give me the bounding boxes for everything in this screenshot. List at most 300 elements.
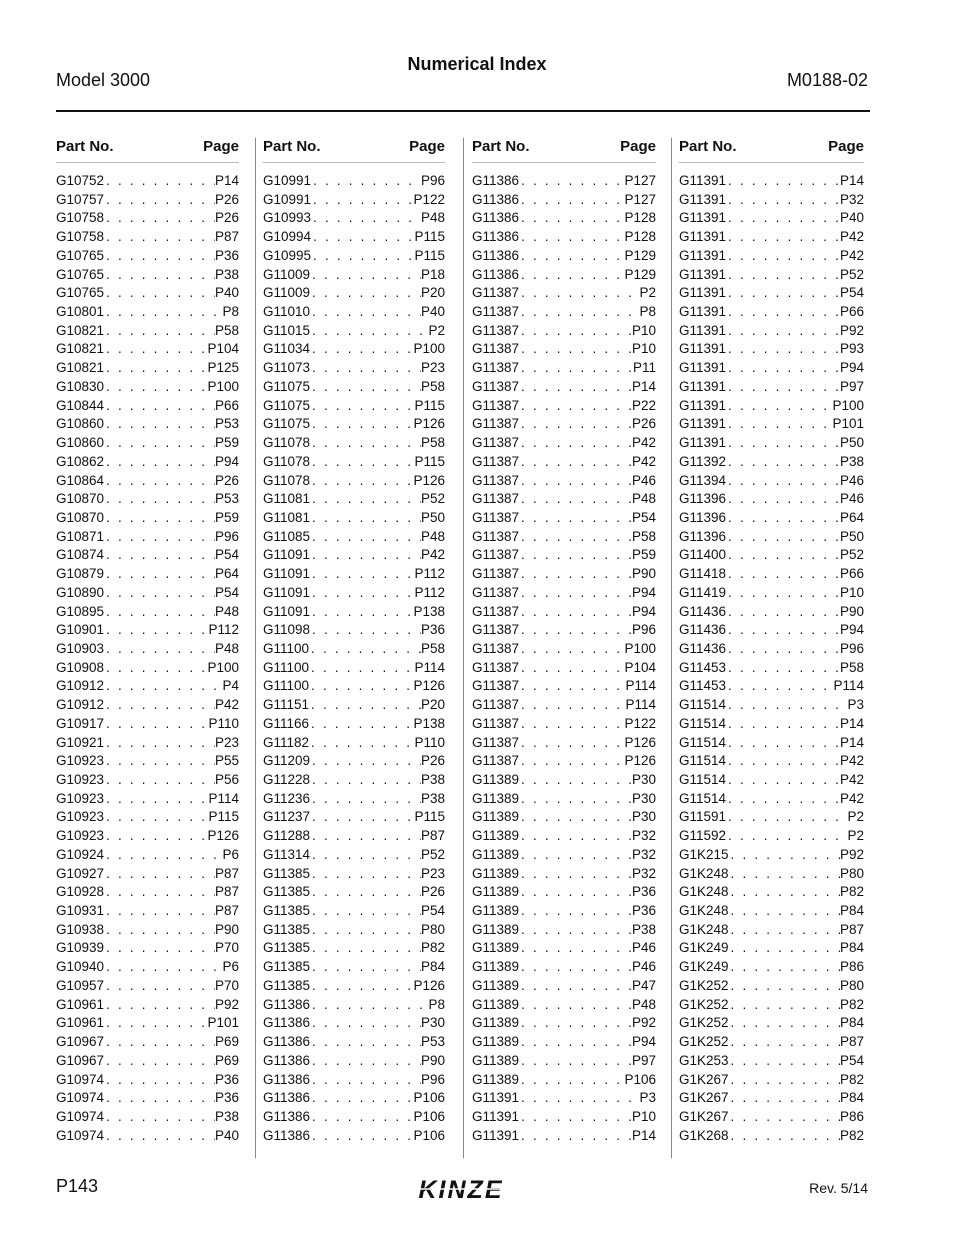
part-number: G11514 bbox=[679, 697, 727, 713]
index-entry bbox=[263, 1127, 445, 1146]
page-reference: P42 bbox=[631, 453, 656, 469]
part-number: G11387 bbox=[472, 472, 520, 488]
index-entry bbox=[679, 696, 864, 715]
dot-leader bbox=[310, 865, 421, 884]
index-entry bbox=[56, 659, 239, 678]
index-entry bbox=[56, 584, 239, 603]
part-number: G11418 bbox=[679, 566, 727, 582]
dot-leader bbox=[726, 546, 840, 565]
part-number: G11387 bbox=[472, 397, 520, 413]
dot-leader bbox=[104, 1089, 215, 1108]
page-reference: P92 bbox=[631, 1015, 656, 1031]
index-entry bbox=[679, 284, 864, 303]
page-reference: P94 bbox=[631, 1034, 656, 1050]
index-entry bbox=[56, 1089, 239, 1108]
page-reference: P128 bbox=[624, 229, 656, 245]
index-entry bbox=[56, 1052, 239, 1071]
part-number: G10821 bbox=[56, 322, 105, 338]
index-entry bbox=[263, 1052, 445, 1071]
dot-leader bbox=[519, 378, 632, 397]
dot-leader bbox=[726, 659, 840, 678]
index-entry bbox=[263, 247, 445, 266]
dot-leader bbox=[519, 434, 632, 453]
page-title: Numerical Index bbox=[407, 54, 547, 74]
index-entry bbox=[56, 528, 239, 547]
part-number: G11385 bbox=[263, 884, 311, 900]
part-number: G11237 bbox=[263, 809, 311, 825]
page-reference: P106 bbox=[413, 1108, 445, 1124]
part-number: G11081 bbox=[263, 491, 311, 507]
part-number: G11389 bbox=[472, 959, 520, 975]
index-entry bbox=[472, 359, 656, 378]
part-number: G11453 bbox=[679, 678, 727, 694]
column-divider bbox=[671, 138, 672, 1158]
page-reference: P97 bbox=[839, 378, 864, 394]
index-entry bbox=[56, 752, 239, 771]
dot-leader bbox=[104, 734, 215, 753]
part-number: G11182 bbox=[263, 734, 310, 750]
part-number: G11387 bbox=[472, 603, 520, 619]
dot-leader bbox=[726, 340, 840, 359]
numerical-index bbox=[56, 138, 870, 1158]
index-entry bbox=[56, 453, 239, 472]
index-entry bbox=[472, 734, 656, 753]
part-number: G11091 bbox=[263, 584, 311, 600]
part-number: G11514 bbox=[679, 772, 727, 787]
index-entry bbox=[263, 191, 445, 210]
page-reference: P32 bbox=[839, 191, 864, 207]
dot-leader bbox=[311, 247, 414, 266]
page-reference: P42 bbox=[631, 435, 656, 451]
dot-leader bbox=[310, 996, 428, 1015]
index-entry bbox=[56, 977, 239, 996]
page-reference: P18 bbox=[420, 266, 445, 282]
dot-leader bbox=[310, 434, 421, 453]
dot-leader bbox=[104, 434, 215, 453]
index-entry bbox=[472, 1127, 656, 1146]
index-entry bbox=[679, 509, 864, 528]
page-reference: P69 bbox=[214, 1052, 239, 1068]
page-reference: P10 bbox=[631, 322, 656, 338]
index-entry bbox=[472, 191, 656, 210]
part-number: G11389 bbox=[472, 772, 520, 787]
part-number: G11386 bbox=[263, 1090, 311, 1106]
dot-leader bbox=[104, 546, 215, 565]
page-reference: P96 bbox=[420, 173, 445, 188]
page-reference: P115 bbox=[414, 397, 445, 413]
part-number: G10939 bbox=[56, 940, 105, 956]
index-entry bbox=[56, 921, 239, 940]
part-number: G10923 bbox=[56, 790, 105, 806]
part-number: G11387 bbox=[472, 416, 520, 432]
page-reference: P104 bbox=[624, 659, 656, 675]
index-entry bbox=[679, 734, 864, 753]
index-entry bbox=[263, 621, 445, 640]
index-entry bbox=[263, 939, 445, 958]
index-entry bbox=[263, 284, 445, 303]
page-reference: P106 bbox=[413, 1127, 445, 1143]
part-number: G10917 bbox=[56, 715, 105, 731]
page-reference: P38 bbox=[839, 453, 864, 469]
dot-leader bbox=[104, 958, 222, 977]
dot-leader bbox=[104, 603, 215, 622]
part-number: G11391 bbox=[679, 247, 727, 263]
page-reference: P127 bbox=[624, 191, 656, 207]
dot-leader bbox=[104, 659, 207, 678]
dot-leader bbox=[310, 827, 421, 846]
column-header-rule bbox=[679, 162, 864, 163]
index-entry bbox=[679, 584, 864, 603]
index-entry bbox=[263, 977, 445, 996]
page-reference: P3 bbox=[847, 697, 864, 713]
index-entry bbox=[263, 415, 445, 434]
index-entry bbox=[263, 846, 445, 865]
part-number: G10908 bbox=[56, 659, 105, 675]
page-reference: P56 bbox=[214, 772, 239, 787]
index-entry bbox=[679, 359, 864, 378]
dot-leader bbox=[519, 415, 632, 434]
part-number: G11073 bbox=[263, 360, 311, 376]
dot-leader bbox=[310, 883, 421, 902]
page-reference: P48 bbox=[420, 528, 445, 544]
part-number: G11387 bbox=[472, 640, 520, 656]
page-reference: P42 bbox=[214, 697, 239, 713]
part-number: G11391 bbox=[679, 304, 727, 320]
part-number: G10860 bbox=[56, 435, 105, 451]
part-number: G10862 bbox=[56, 453, 105, 469]
dot-leader bbox=[519, 827, 632, 846]
part-number: G11389 bbox=[472, 846, 520, 862]
page-reference: P46 bbox=[631, 472, 656, 488]
page-reference: P100 bbox=[413, 341, 445, 357]
page-reference: P96 bbox=[214, 528, 239, 544]
dot-leader bbox=[104, 921, 215, 940]
page-reference: P14 bbox=[214, 173, 239, 188]
part-number: G10923 bbox=[56, 809, 105, 825]
page-reference: P42 bbox=[839, 247, 864, 263]
dot-leader bbox=[104, 322, 215, 341]
dot-leader bbox=[310, 790, 421, 809]
index-entry bbox=[263, 172, 445, 191]
index-entry bbox=[679, 677, 864, 696]
page-reference: P110 bbox=[414, 734, 445, 750]
dot-leader bbox=[519, 996, 632, 1015]
index-entry bbox=[56, 490, 239, 509]
index-entry bbox=[472, 996, 656, 1015]
page-reference: P87 bbox=[839, 921, 864, 937]
dot-leader bbox=[104, 397, 215, 416]
dot-leader bbox=[519, 677, 625, 696]
index-entry bbox=[472, 752, 656, 771]
index-entry bbox=[472, 584, 656, 603]
page-reference: P106 bbox=[624, 1071, 656, 1087]
page-reference: P14 bbox=[839, 715, 864, 731]
index-entry bbox=[472, 322, 656, 341]
part-number: G11514 bbox=[679, 734, 727, 750]
model-label: Model 3000 bbox=[56, 70, 151, 90]
index-entry bbox=[472, 509, 656, 528]
index-entry bbox=[263, 1071, 445, 1090]
index-entry bbox=[56, 209, 239, 228]
page-reference: P115 bbox=[414, 247, 445, 263]
page-reference: P42 bbox=[420, 547, 445, 563]
dot-leader bbox=[311, 228, 414, 247]
page-reference: P138 bbox=[413, 715, 445, 731]
page-reference: P84 bbox=[839, 1015, 864, 1031]
dot-leader bbox=[104, 565, 215, 584]
dot-leader bbox=[310, 1071, 421, 1090]
index-rows bbox=[679, 172, 864, 1145]
part-number: G11100 bbox=[263, 640, 310, 656]
index-entry bbox=[679, 303, 864, 322]
index-entry bbox=[679, 846, 864, 865]
page-reference: P26 bbox=[214, 210, 239, 226]
page-reference: P94 bbox=[839, 360, 864, 376]
part-number: G11391 bbox=[472, 1108, 520, 1124]
header-divider bbox=[56, 110, 870, 112]
index-entry bbox=[263, 322, 445, 341]
dot-leader bbox=[311, 172, 421, 191]
page-reference: P54 bbox=[631, 509, 656, 525]
dot-leader bbox=[104, 209, 215, 228]
page-reference: P58 bbox=[214, 322, 239, 338]
page-reference: P48 bbox=[214, 603, 239, 619]
index-entry bbox=[263, 827, 445, 846]
part-number: G11391 bbox=[472, 1090, 520, 1106]
index-entry bbox=[56, 509, 239, 528]
dot-leader bbox=[104, 640, 215, 659]
index-entry bbox=[263, 303, 445, 322]
page-reference: P84 bbox=[839, 903, 864, 919]
index-entry bbox=[472, 303, 656, 322]
part-number: G10921 bbox=[56, 734, 105, 750]
index-entry bbox=[472, 434, 656, 453]
page-reference: P26 bbox=[420, 884, 445, 900]
page-reference: P20 bbox=[420, 697, 445, 713]
part-number: G11288 bbox=[263, 828, 311, 844]
page-reference: P122 bbox=[624, 715, 656, 731]
part-number: G11436 bbox=[679, 640, 727, 656]
part-number: G11387 bbox=[472, 678, 520, 694]
dot-leader bbox=[104, 528, 215, 547]
index-entry bbox=[263, 696, 445, 715]
index-entry bbox=[56, 1127, 239, 1146]
index-entry bbox=[679, 1108, 864, 1127]
page-reference: P42 bbox=[839, 229, 864, 245]
index-entry bbox=[472, 846, 656, 865]
dot-leader bbox=[310, 603, 413, 622]
dot-leader bbox=[726, 172, 840, 191]
part-no-header: Part No. bbox=[263, 138, 321, 155]
page-reference: P125 bbox=[207, 360, 239, 376]
dot-leader bbox=[726, 752, 840, 771]
index-entry bbox=[472, 827, 656, 846]
dot-leader bbox=[726, 415, 832, 434]
dot-leader bbox=[104, 172, 215, 191]
part-number: G11078 bbox=[263, 435, 311, 451]
part-number: G10991 bbox=[263, 173, 312, 188]
page-reference: P112 bbox=[208, 622, 239, 638]
page-reference: P94 bbox=[631, 603, 656, 619]
dot-leader bbox=[726, 715, 840, 734]
dot-leader bbox=[310, 958, 421, 977]
page-reference: P86 bbox=[839, 959, 864, 975]
dot-leader bbox=[310, 359, 421, 378]
index-entry bbox=[263, 734, 445, 753]
part-number: G11389 bbox=[472, 1071, 520, 1087]
dot-leader bbox=[729, 977, 840, 996]
index-entry bbox=[56, 1108, 239, 1127]
page-reference: P10 bbox=[839, 584, 864, 600]
index-entry bbox=[679, 228, 864, 247]
dot-leader bbox=[104, 1108, 215, 1127]
page-reference: P87 bbox=[214, 229, 239, 245]
dot-leader bbox=[104, 996, 215, 1015]
index-entry bbox=[679, 490, 864, 509]
dot-leader bbox=[519, 771, 632, 790]
page-reference: P8 bbox=[639, 304, 656, 320]
dot-leader bbox=[310, 528, 421, 547]
dot-leader bbox=[104, 846, 222, 865]
page-reference: P126 bbox=[413, 678, 445, 694]
index-entry bbox=[56, 846, 239, 865]
page-reference: P36 bbox=[631, 903, 656, 919]
index-rows bbox=[472, 172, 656, 1145]
part-number: G10974 bbox=[56, 1090, 105, 1106]
dot-leader bbox=[310, 921, 421, 940]
index-entry bbox=[56, 603, 239, 622]
index-entry bbox=[56, 715, 239, 734]
dot-leader bbox=[519, 808, 632, 827]
page-reference: P122 bbox=[413, 191, 445, 207]
dot-leader bbox=[310, 1033, 421, 1052]
part-number: G10931 bbox=[56, 903, 105, 919]
index-entry bbox=[263, 958, 445, 977]
part-no-header: Part No. bbox=[472, 138, 530, 155]
page-reference: P66 bbox=[839, 566, 864, 582]
index-entry bbox=[56, 939, 239, 958]
part-number: G10821 bbox=[56, 360, 105, 376]
index-entry bbox=[263, 790, 445, 809]
page-reference: P94 bbox=[631, 584, 656, 600]
part-number: G10923 bbox=[56, 772, 105, 787]
index-entry bbox=[679, 771, 864, 790]
part-number: G11387 bbox=[472, 715, 520, 731]
dot-leader bbox=[519, 228, 624, 247]
part-number: G1K252 bbox=[679, 977, 729, 993]
index-entry bbox=[472, 1033, 656, 1052]
part-number: G11386 bbox=[263, 1015, 311, 1031]
part-number: G11391 bbox=[679, 341, 727, 357]
dot-leader bbox=[309, 659, 414, 678]
part-number: G11387 bbox=[472, 584, 520, 600]
dot-leader bbox=[104, 715, 208, 734]
index-entry bbox=[472, 546, 656, 565]
page-reference: P26 bbox=[631, 416, 656, 432]
dot-leader bbox=[310, 397, 414, 416]
index-entry bbox=[472, 490, 656, 509]
dot-leader bbox=[729, 1071, 840, 1090]
part-number: G10994 bbox=[263, 229, 312, 245]
index-entry bbox=[56, 303, 239, 322]
dot-leader bbox=[519, 1052, 632, 1071]
part-number: G10923 bbox=[56, 753, 105, 769]
index-entry bbox=[472, 209, 656, 228]
part-number: G10901 bbox=[56, 622, 105, 638]
index-entry bbox=[679, 659, 864, 678]
dot-leader bbox=[519, 696, 625, 715]
dot-leader bbox=[729, 996, 840, 1015]
dot-leader bbox=[104, 472, 215, 491]
index-entry bbox=[679, 191, 864, 210]
dot-leader bbox=[726, 490, 840, 509]
part-number: G11391 bbox=[679, 173, 727, 188]
page-reference: P114 bbox=[208, 790, 239, 806]
part-number: G11078 bbox=[263, 472, 311, 488]
part-number: G10974 bbox=[56, 1071, 105, 1087]
column-header-rule bbox=[472, 162, 656, 163]
dot-leader bbox=[104, 191, 215, 210]
page-reference: P70 bbox=[214, 940, 239, 956]
part-number: G1K248 bbox=[679, 884, 729, 900]
part-number: G11391 bbox=[472, 1127, 520, 1143]
part-number: G11385 bbox=[263, 959, 311, 975]
dot-leader bbox=[726, 808, 847, 827]
dot-leader bbox=[726, 734, 840, 753]
dot-leader bbox=[726, 603, 840, 622]
part-number: G11100 bbox=[263, 659, 310, 675]
index-entry bbox=[263, 1014, 445, 1033]
part-number: G10874 bbox=[56, 547, 105, 563]
part-number: G1K249 bbox=[679, 940, 729, 956]
part-number: G10961 bbox=[56, 996, 105, 1012]
index-entry bbox=[472, 1089, 656, 1108]
page-reference: P90 bbox=[420, 1052, 445, 1068]
part-number: G10844 bbox=[56, 397, 105, 413]
part-number: G11091 bbox=[263, 566, 311, 582]
index-entry bbox=[679, 472, 864, 491]
page-reference: P47 bbox=[631, 977, 656, 993]
page-reference: P40 bbox=[839, 210, 864, 226]
dot-leader bbox=[310, 1108, 413, 1127]
part-number: G11385 bbox=[263, 865, 311, 881]
part-number: G11391 bbox=[679, 266, 727, 282]
part-number: G10961 bbox=[56, 1015, 105, 1031]
index-rows bbox=[263, 172, 445, 1145]
dot-leader bbox=[309, 677, 413, 696]
index-entry bbox=[679, 1052, 864, 1071]
page-reference: P52 bbox=[839, 547, 864, 563]
dot-leader bbox=[729, 902, 840, 921]
index-entry bbox=[679, 865, 864, 884]
part-number: G11453 bbox=[679, 659, 727, 675]
part-number: G10765 bbox=[56, 266, 105, 282]
page-reference: P96 bbox=[631, 622, 656, 638]
page-reference: P90 bbox=[839, 603, 864, 619]
page-reference: P52 bbox=[420, 491, 445, 507]
part-number: G11396 bbox=[679, 528, 727, 544]
dot-leader bbox=[310, 1089, 413, 1108]
index-entry bbox=[679, 453, 864, 472]
part-number: G11389 bbox=[472, 809, 520, 825]
index-entry bbox=[679, 921, 864, 940]
index-entry bbox=[679, 827, 864, 846]
part-number: G1K215 bbox=[679, 846, 729, 862]
page-reference: P94 bbox=[214, 453, 239, 469]
part-number: G10957 bbox=[56, 977, 105, 993]
index-column-3 bbox=[472, 138, 656, 1158]
part-number: G11389 bbox=[472, 828, 520, 844]
